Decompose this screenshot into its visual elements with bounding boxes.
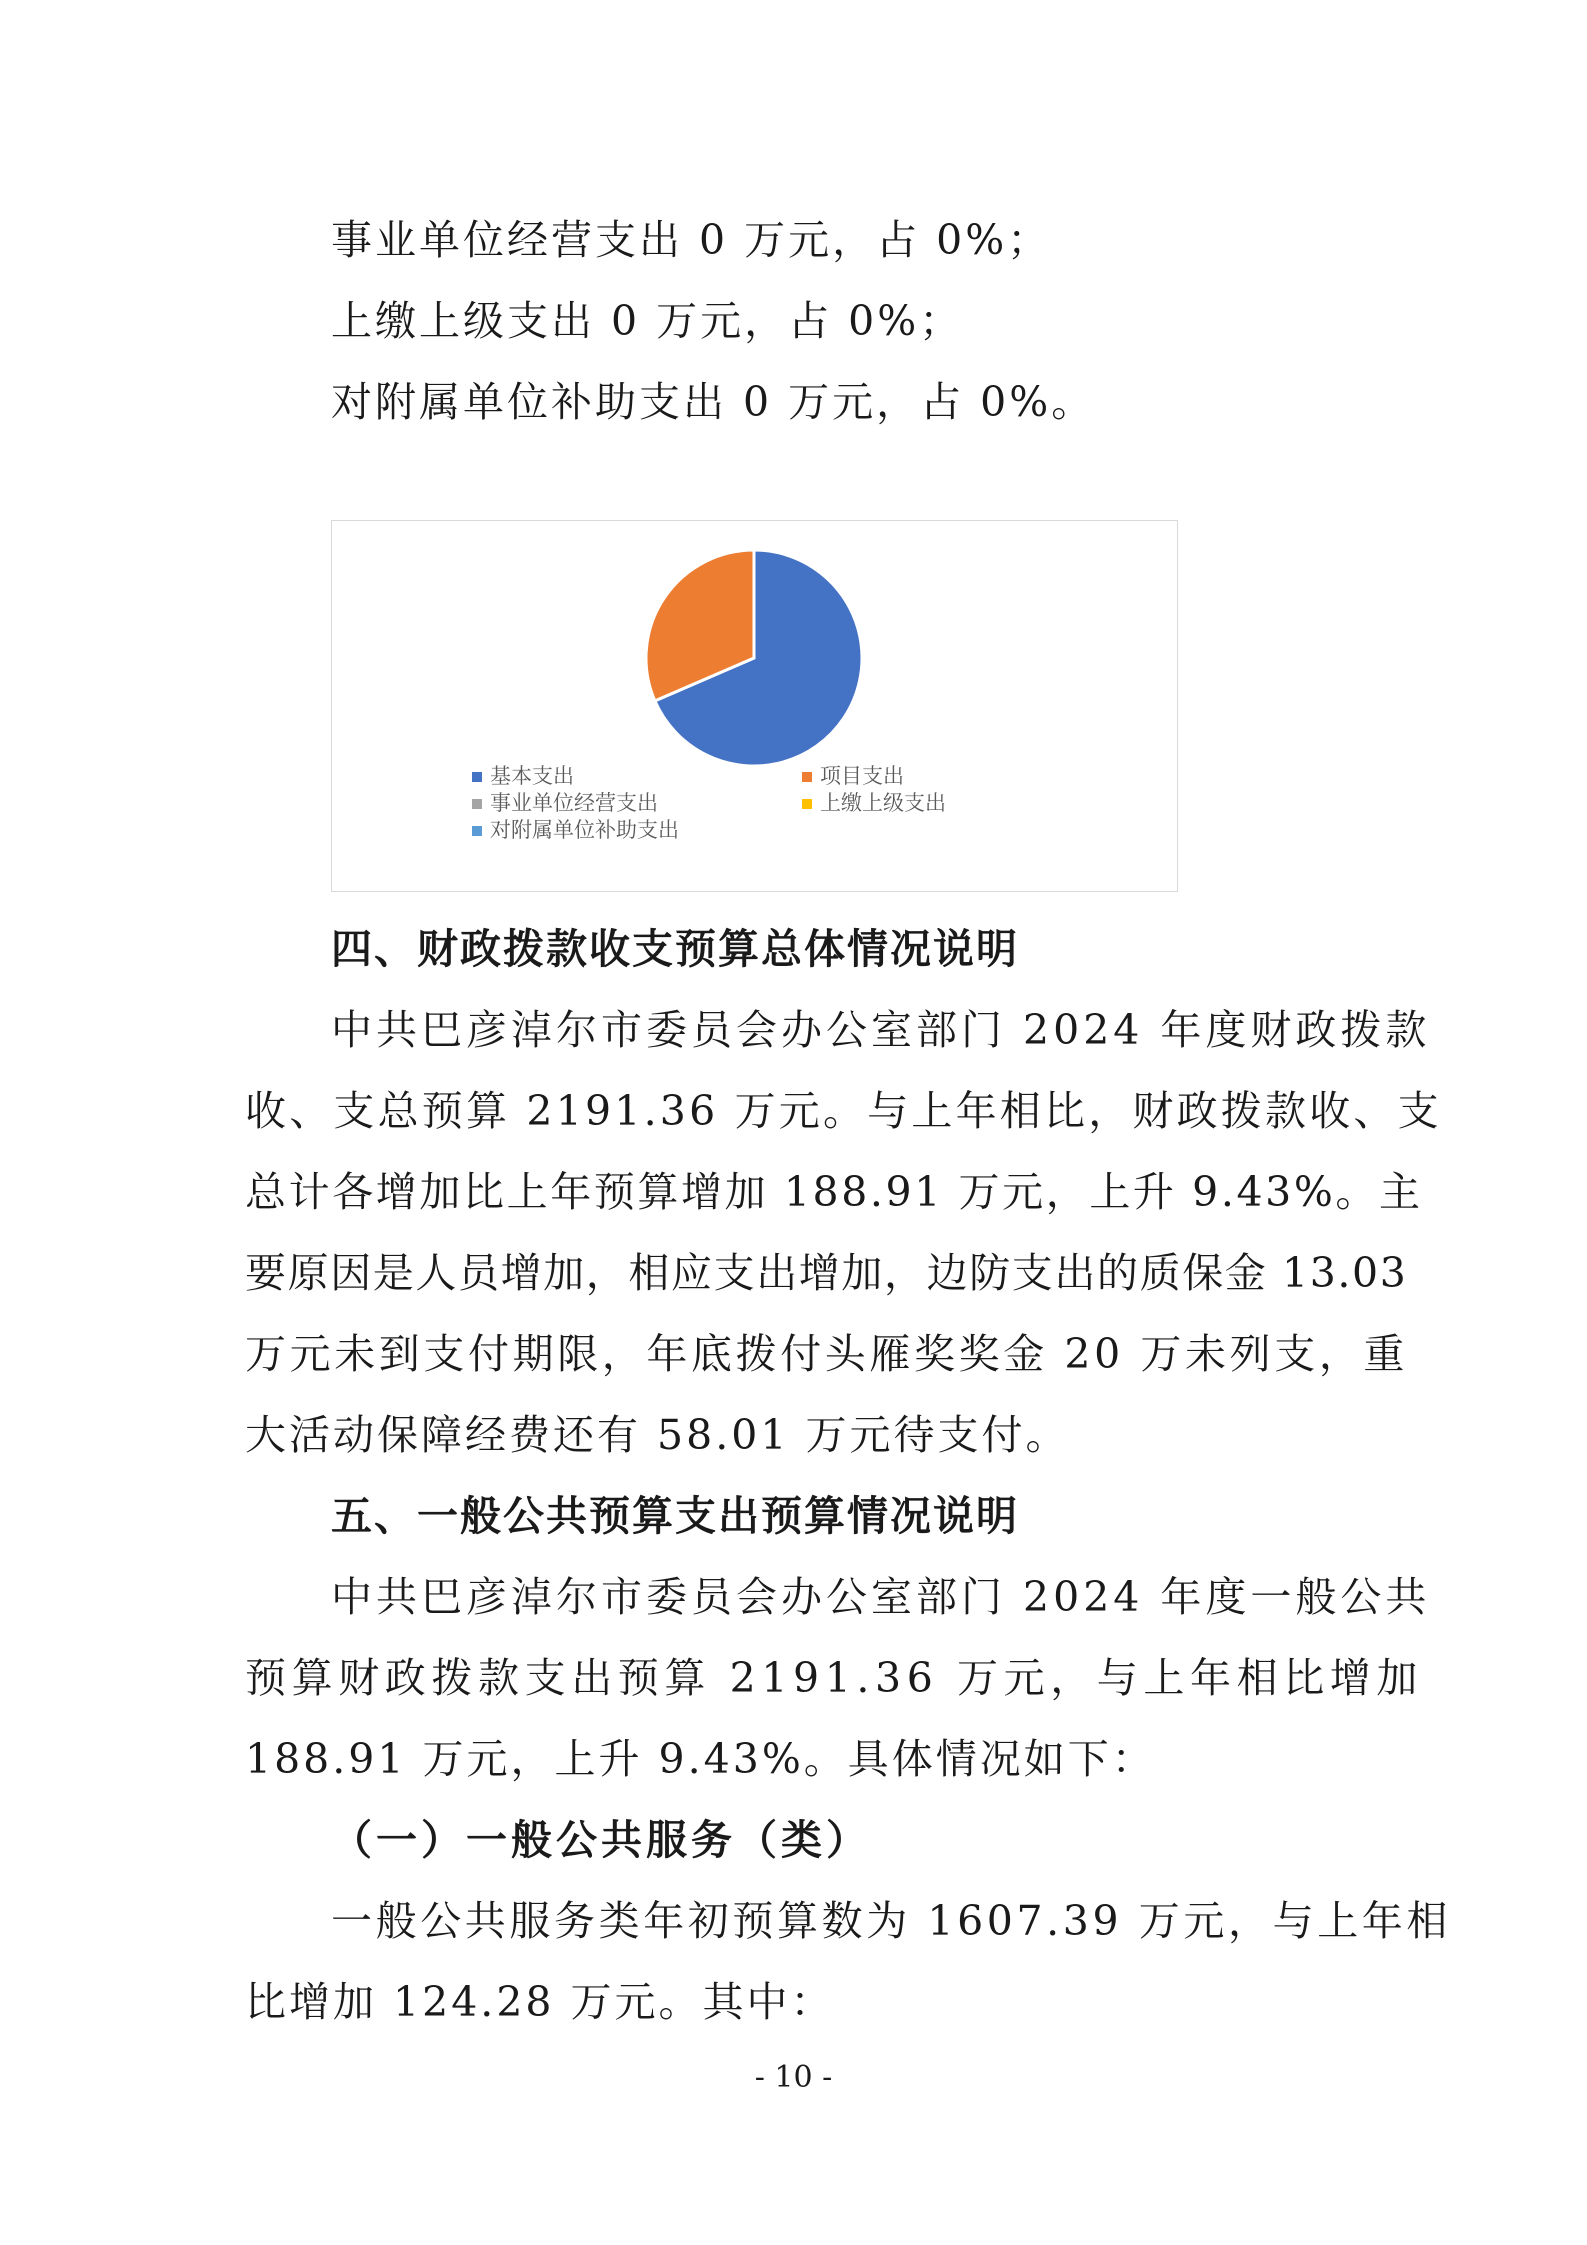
legend-swatch-1 <box>802 772 812 782</box>
legend-label-0: 基本支出 <box>490 764 574 788</box>
section4-line-2: 收、支总预算 2191.36 万元。与上年相比，财政拨款收、支 <box>245 1087 1442 1135</box>
legend-label-2: 事业单位经营支出 <box>490 791 658 815</box>
section4-line-5: 万元未到支付期限，年底拨付头雁奖奖金 20 万未列支，重 <box>245 1330 1409 1378</box>
section4-line-4: 要原因是人员增加，相应支出增加，边防支出的质保金 13.03 <box>245 1249 1408 1297</box>
page-number: - 10 - <box>754 2060 833 2095</box>
section5-line-3: 188.91 万元，上升 9.43%。具体情况如下： <box>245 1735 1156 1783</box>
legend-swatch-3 <box>802 799 812 809</box>
subsection1-line-2: 比增加 124.28 万元。其中： <box>245 1978 835 2026</box>
section5-line-2: 预算财政拨款支出预算 2191.36 万元，与上年相比增加 <box>245 1654 1424 1702</box>
expenditure-pie-chart <box>331 520 1178 892</box>
section4-heading: 四、财政拨款收支预算总体情况说明 <box>331 925 1019 973</box>
section4-line-3: 总计各增加比上年预算增加 188.91 万元，上升 9.43%。主 <box>245 1168 1423 1216</box>
pie-legend <box>472 764 946 842</box>
section5-heading: 五、一般公共预算支出预算情况说明 <box>331 1492 1019 1540</box>
section4-line-1: 中共巴彦淖尔市委员会办公室部门 2024 年度财政拨款 <box>331 1006 1431 1054</box>
intro-line-2: 上缴上级支出 0 万元，占 0%； <box>331 297 964 345</box>
subsection1-heading: （一）一般公共服务（类） <box>331 1816 871 1864</box>
legend-label-1: 项目支出 <box>820 764 904 788</box>
section4-line-6: 大活动保障经费还有 58.01 万元待支付。 <box>245 1411 1070 1459</box>
legend-label-4: 对附属单位补助支出 <box>490 818 679 842</box>
legend-swatch-2 <box>472 799 482 809</box>
pie-slices <box>646 550 862 766</box>
pie-chart-svg <box>332 521 1176 890</box>
intro-line-1: 事业单位经营支出 0 万元，占 0%； <box>331 216 1052 264</box>
intro-line-3: 对附属单位补助支出 0 万元，占 0%。 <box>331 378 1096 426</box>
legend-swatch-0 <box>472 772 482 782</box>
subsection1-line-1: 一般公共服务类年初预算数为 1607.39 万元，与上年相 <box>331 1897 1452 1945</box>
section5-line-1: 中共巴彦淖尔市委员会办公室部门 2024 年度一般公共 <box>331 1573 1431 1621</box>
legend-label-3: 上缴上级支出 <box>820 791 946 815</box>
legend-swatch-4 <box>472 826 482 836</box>
